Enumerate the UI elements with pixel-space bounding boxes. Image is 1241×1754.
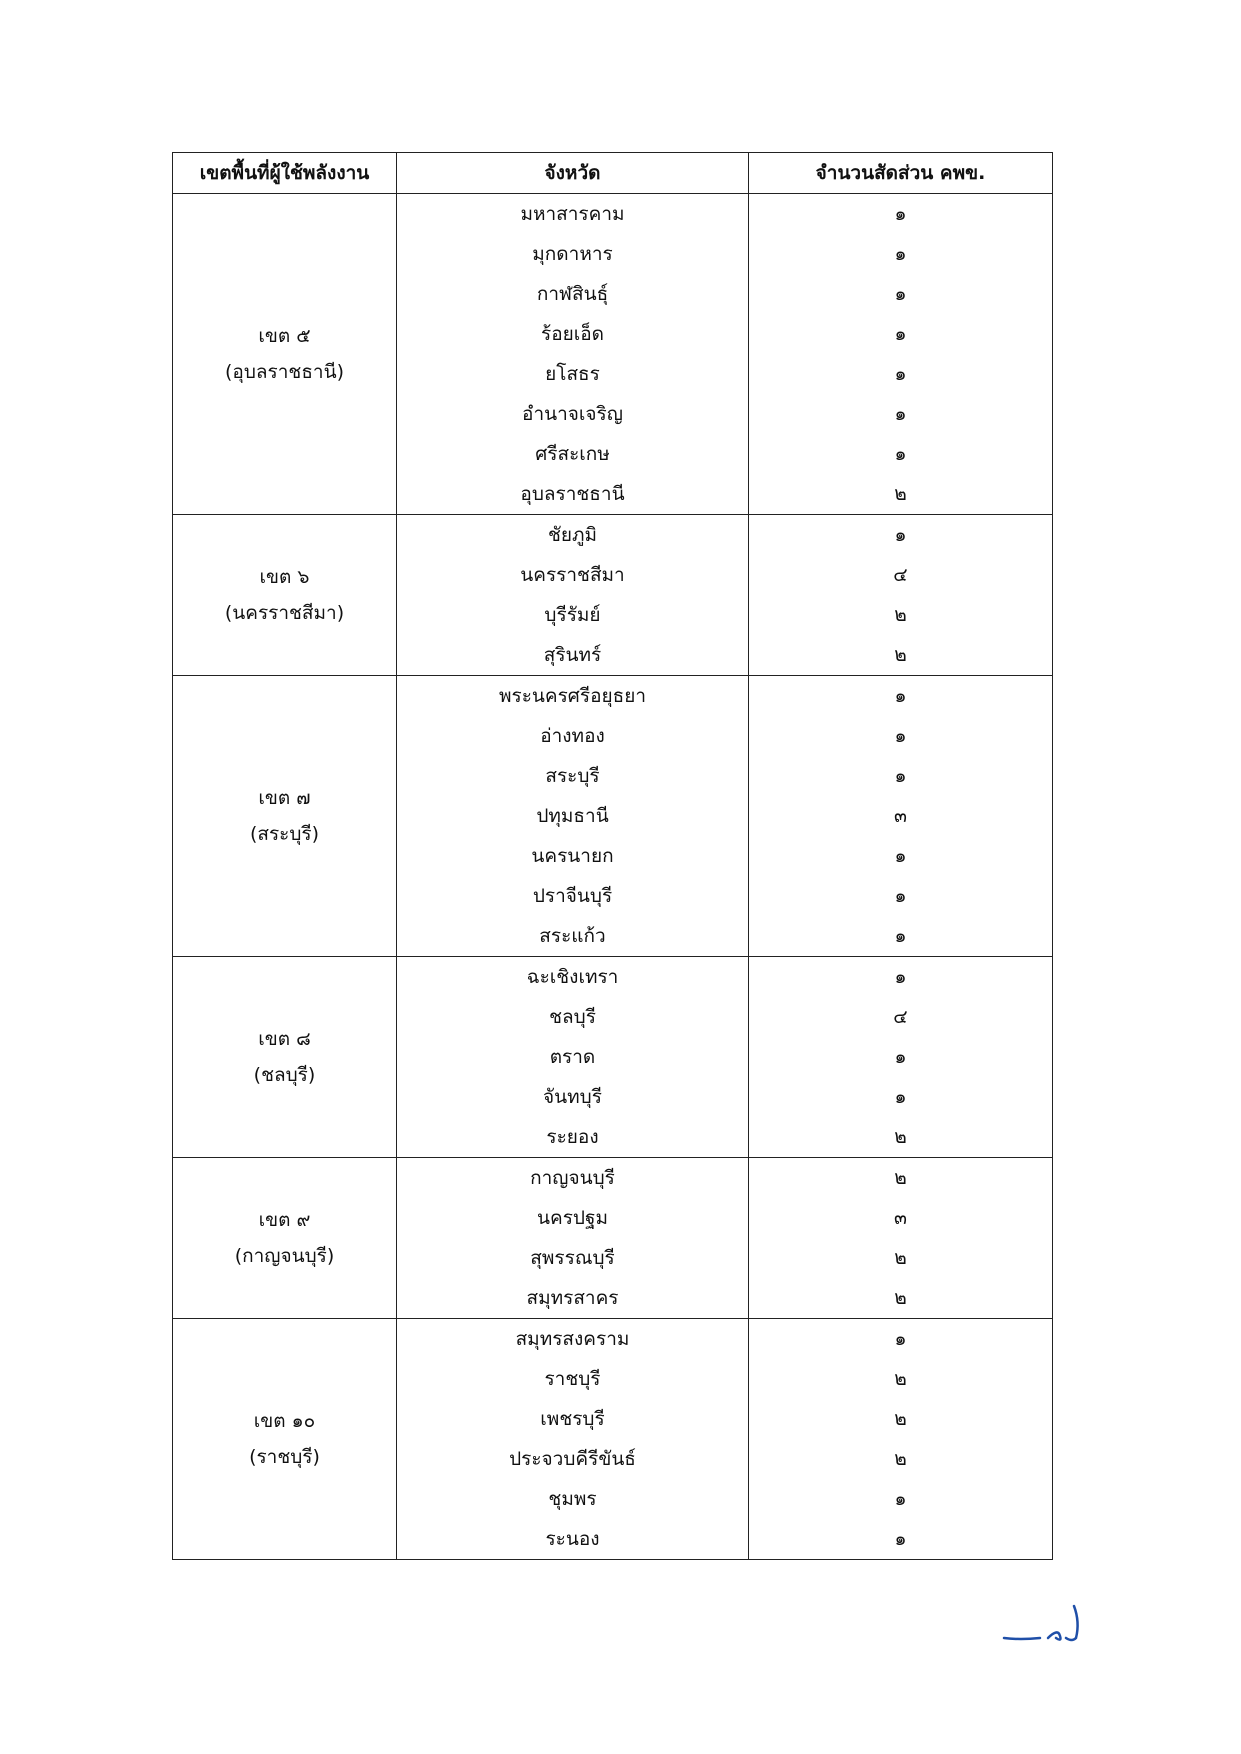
zone-label: เขต ๑๐: [253, 1410, 316, 1432]
province-cell: ศรีสะเกษ: [397, 434, 749, 474]
table-row: [173, 194, 1053, 235]
table-row: [173, 957, 1053, 998]
zone-cell: [173, 1319, 397, 1560]
count-cell: ๑: [749, 1077, 1053, 1117]
count-cell: ๑: [749, 314, 1053, 354]
province-cell: บุรีรัมย์: [397, 595, 749, 635]
count-cell: ๒: [749, 1359, 1053, 1399]
count-cell: ๒: [749, 1158, 1053, 1199]
table-header-row: [173, 153, 1053, 194]
count-cell: ๑: [749, 716, 1053, 756]
zone-label: เขต ๘: [258, 1028, 311, 1050]
zone-cell: [173, 957, 397, 1158]
province-cell: นครราชสีมา: [397, 555, 749, 595]
province-cell: สุพรรณบุรี: [397, 1238, 749, 1278]
table-row: [173, 1319, 1053, 1360]
province-cell: ยโสธร: [397, 354, 749, 394]
count-cell: ๑: [749, 434, 1053, 474]
header-zone: เขตพื้นที่ผู้ใช้พลังงาน: [173, 153, 397, 194]
zone-label: เขต ๙: [258, 1209, 311, 1231]
table-row: [173, 676, 1053, 717]
province-cell: มหาสารคาม: [397, 194, 749, 235]
province-cell: นครปฐม: [397, 1198, 749, 1238]
count-cell: ๒: [749, 595, 1053, 635]
count-cell: ๑: [749, 676, 1053, 717]
count-cell: ๑: [749, 957, 1053, 998]
province-cell: ชัยภูมิ: [397, 515, 749, 556]
zone-center-province: (ราชบุรี): [249, 1446, 320, 1468]
count-cell: ๑: [749, 1319, 1053, 1360]
zone-center-province: (กาญจนบุรี): [234, 1245, 335, 1267]
header-province: จังหวัด: [397, 153, 749, 194]
count-cell: ๑: [749, 394, 1053, 434]
province-cell: ปราจีนบุรี: [397, 876, 749, 916]
province-cell: ฉะเชิงเทรา: [397, 957, 749, 998]
province-cell: ระนอง: [397, 1519, 749, 1560]
count-cell: ๓: [749, 1198, 1053, 1238]
province-cell: ระยอง: [397, 1117, 749, 1158]
count-cell: ๒: [749, 1117, 1053, 1158]
count-cell: ๑: [749, 1479, 1053, 1519]
province-cell: สมุทรสงคราม: [397, 1319, 749, 1360]
count-cell: ๑: [749, 756, 1053, 796]
count-cell: ๓: [749, 796, 1053, 836]
zone-cell: [173, 194, 397, 515]
province-cell: ชลบุรี: [397, 997, 749, 1037]
zone-label: เขต ๖: [259, 566, 310, 588]
province-cell: กาฬสินธุ์: [397, 274, 749, 314]
province-cell: ประจวบคีรีขันธ์: [397, 1439, 749, 1479]
count-cell: ๑: [749, 1519, 1053, 1560]
zone-center-province: (อุบลราชธานี): [225, 361, 344, 383]
count-cell: ๑: [749, 515, 1053, 556]
province-cell: อำนาจเจริญ: [397, 394, 749, 434]
province-cell: จันทบุรี: [397, 1077, 749, 1117]
province-cell: สุรินทร์: [397, 635, 749, 676]
province-cell: มุกดาหาร: [397, 234, 749, 274]
count-cell: ๑: [749, 234, 1053, 274]
count-cell: ๑: [749, 916, 1053, 957]
province-cell: ปทุมธานี: [397, 796, 749, 836]
count-cell: ๒: [749, 635, 1053, 676]
signature-mark: [1000, 1598, 1090, 1648]
zone-center-province: (ชลบุรี): [253, 1064, 316, 1086]
province-cell: สระแก้ว: [397, 916, 749, 957]
province-cell: เพชรบุรี: [397, 1399, 749, 1439]
zone-center-province: (นครราชสีมา): [224, 602, 345, 624]
province-cell: สมุทรสาคร: [397, 1278, 749, 1319]
province-cell: ราชบุรี: [397, 1359, 749, 1399]
table-body: [173, 194, 1053, 1560]
zone-allocation-table: [172, 152, 1053, 1560]
count-cell: ๑: [749, 836, 1053, 876]
count-cell: ๒: [749, 474, 1053, 515]
province-cell: อุบลราชธานี: [397, 474, 749, 515]
count-cell: ๒: [749, 1278, 1053, 1319]
zone-center-province: (สระบุรี): [249, 823, 320, 845]
province-cell: ชุมพร: [397, 1479, 749, 1519]
count-cell: ๑: [749, 354, 1053, 394]
count-cell: ๔: [749, 555, 1053, 595]
count-cell: ๑: [749, 194, 1053, 235]
zone-label: เขต ๕: [258, 325, 311, 347]
province-cell: ร้อยเอ็ด: [397, 314, 749, 354]
zone-cell: [173, 1158, 397, 1319]
province-cell: พระนครศรีอยุธยา: [397, 676, 749, 717]
count-cell: ๒: [749, 1238, 1053, 1278]
province-cell: ตราด: [397, 1037, 749, 1077]
count-cell: ๒: [749, 1399, 1053, 1439]
zone-cell: [173, 676, 397, 957]
province-cell: กาญจนบุรี: [397, 1158, 749, 1199]
table-row: [173, 515, 1053, 556]
zone-cell: [173, 515, 397, 676]
zone-label: เขต ๗: [258, 787, 311, 809]
count-cell: ๑: [749, 876, 1053, 916]
count-cell: ๔: [749, 997, 1053, 1037]
count-cell: ๑: [749, 1037, 1053, 1077]
table-row: [173, 1158, 1053, 1199]
province-cell: นครนายก: [397, 836, 749, 876]
header-count: จำนวนสัดส่วน คพข.: [749, 153, 1053, 194]
province-cell: สระบุรี: [397, 756, 749, 796]
count-cell: ๑: [749, 274, 1053, 314]
province-cell: อ่างทอง: [397, 716, 749, 756]
count-cell: ๒: [749, 1439, 1053, 1479]
